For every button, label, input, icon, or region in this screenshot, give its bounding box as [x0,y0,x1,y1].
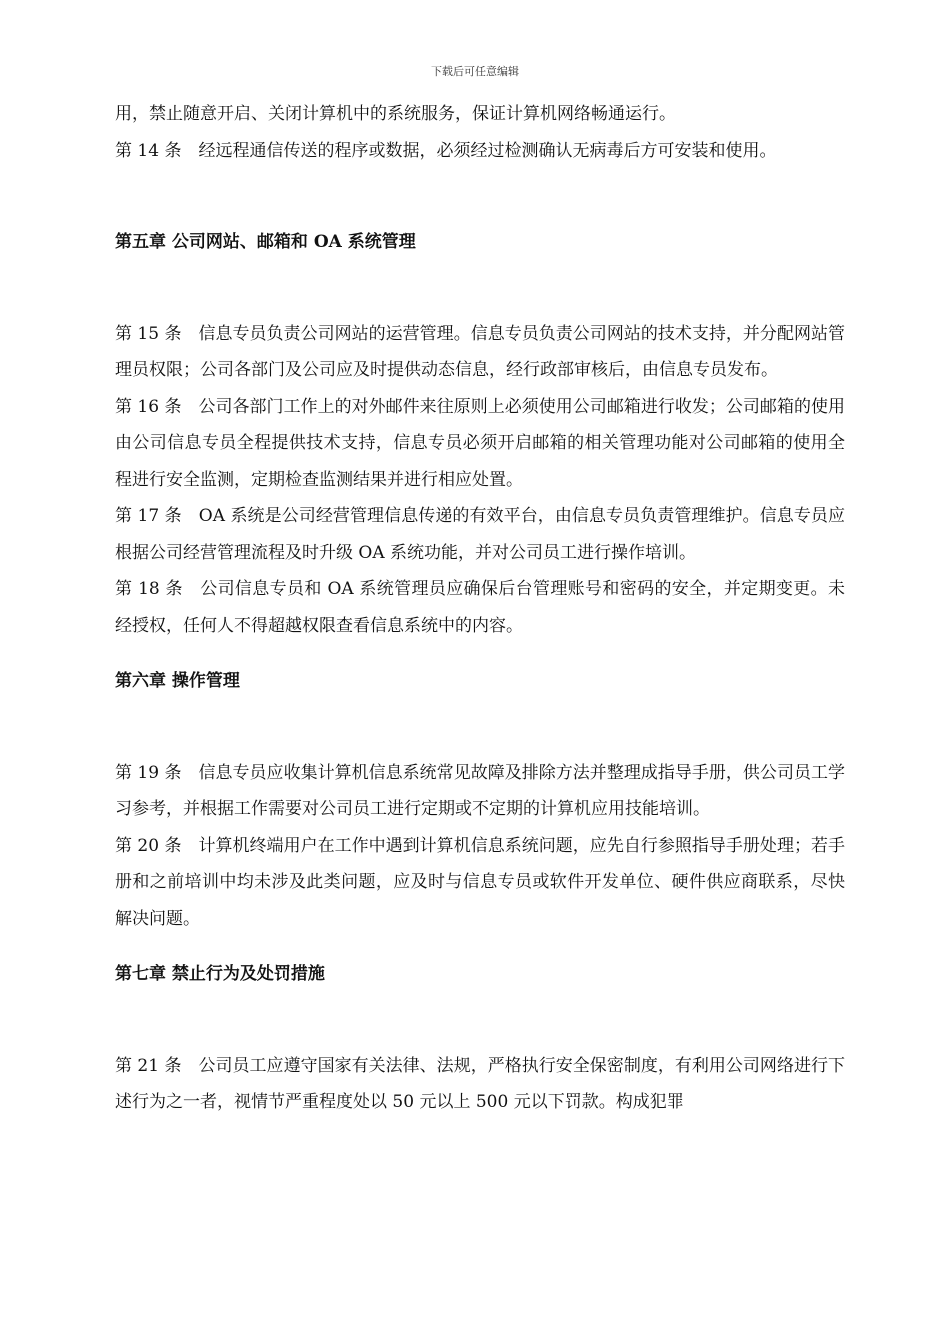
chapter-7-heading: 第七章 禁止行为及处罚措施 [115,964,325,984]
article-21: 第 21 条 公司员工应遵守国家有关法律、法规，严格执行安全保密制度，有利用公司网络进行下述行为之一者，视情节严重程度处以 50 元以上 500 元以下罚款。构成犯罪 [115,1055,845,1112]
spacer [115,937,845,956]
article-18: 第 18 条 公司信息专员和 OA 系统管理员应确保后台管理账号和密码的安全，并定期变更。未经授权，任何人不得超越权限查看信息系统中的内容。 [115,579,845,636]
spacer [115,993,845,1048]
paragraph-continued: 用，禁止随意开启、关闭计算机中的系统服务，保证计算机网络畅通运行。 [115,104,676,124]
document-body [115,96,845,1121]
page-header: 下载后可任意编辑 [431,65,519,78]
article-15: 第 15 条 信息专员负责公司网站的运营管理。信息专员负责公司网站的技术支持，并分配网站管理员权限；公司各部门及公司应及时提供动态信息，经行政部审核后，由信息专员发布。 [115,323,845,380]
spacer [115,644,845,663]
spacer [115,261,845,316]
spacer [115,700,845,755]
article-17: 第 17 条 OA 系统是公司经营管理信息传递的有效平台，由信息专员负责管理维护。信息专员应根据公司经营管理流程及时升级 OA 系统功能，并对公司员工进行操作培训。 [115,506,845,563]
chapter-6-heading: 第六章 操作管理 [115,671,240,691]
article-14: 第 14 条 经远程通信传送的程序或数据，必须经过检测确认无病毒后方可安装和使用。 [115,140,777,161]
article-16: 第 16 条 公司各部门工作上的对外邮件来往原则上必须使用公司邮箱进行收发；公司邮箱的使用由公司信息专员全程提供技术支持，信息专员必须开启邮箱的相关管理功能对公司邮箱的使用全程进行安全监测，定期检查监测结果并进行相应处置。 [115,396,845,490]
spacer [115,169,845,224]
article-19: 第 19 条 信息专员应收集计算机信息系统常见故障及排除方法并整理成指导手册，供公司员工学习参考，并根据工作需要对公司员工进行定期或不定期的计算机应用技能培训。 [115,762,845,819]
chapter-5-heading: 第五章 公司网站、邮箱和 OA 系统管理 [115,232,416,252]
article-20: 第 20 条 计算机终端用户在工作中遇到计算机信息系统问题，应先自行参照指导手册处理；若手册和之前培训中均未涉及此类问题，应及时与信息专员或软件开发单位、硬件供应商联系，尽快解决问题。 [115,835,845,929]
